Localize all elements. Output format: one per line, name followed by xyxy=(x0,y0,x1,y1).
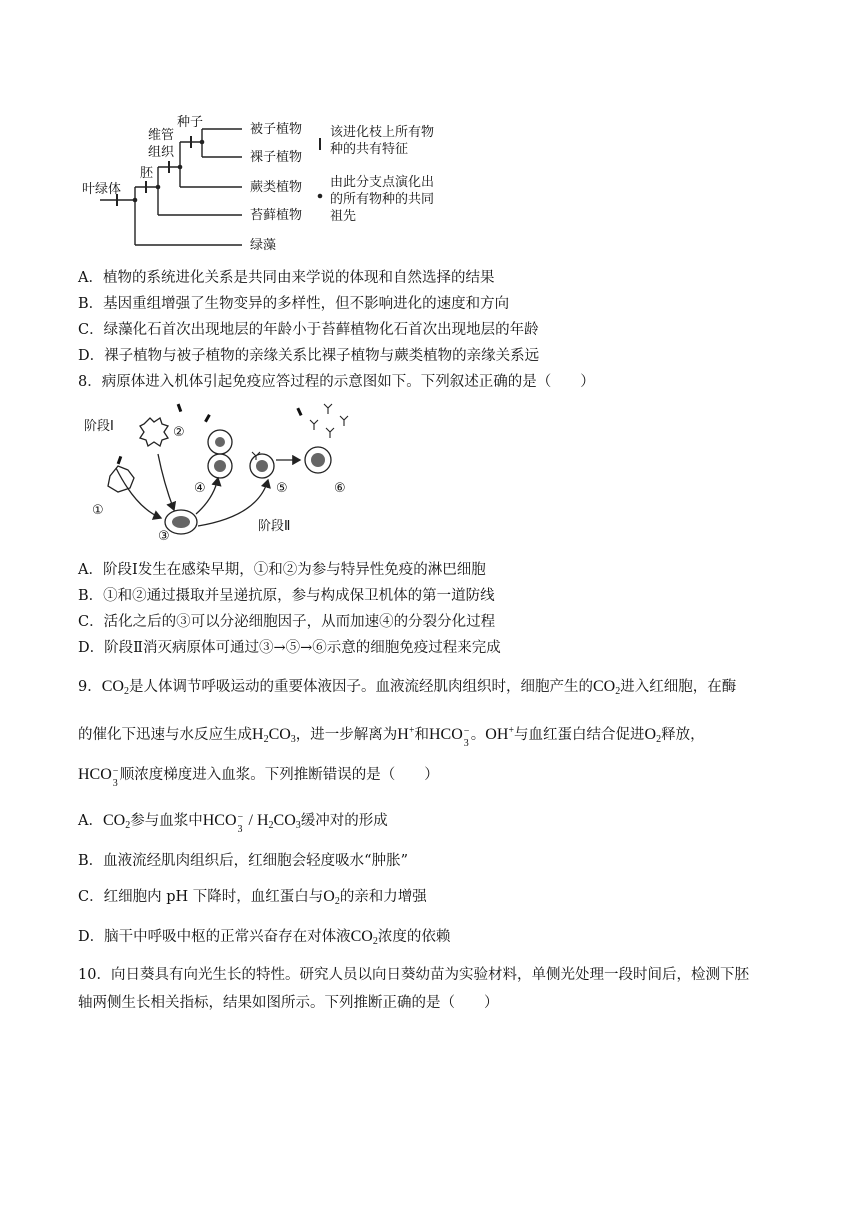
q9-line2: 的催化下迅速与水反应生成$H_2CO_3$，进一步解离为H+和HCO − 3 。OH+与血红蛋白结合促进$O_2$释放， xyxy=(78,725,705,749)
leaf-moss: 苔藓植物 xyxy=(250,208,303,223)
q9-option-c: C．红细胞内 pH 下降时，血红蛋白与$O_2$的亲和力增强 xyxy=(78,888,427,907)
q9-line3: HCO − 3 顺浓度梯度进入血浆。下列推断错误的是（ ） xyxy=(78,766,439,789)
label-vascular-2: 组织 xyxy=(148,145,175,160)
label-chloroplast: 叶绿体 xyxy=(82,182,122,197)
num-4: ④ xyxy=(194,481,206,496)
label-embryo: 胚 xyxy=(140,166,154,181)
leaf-angiosperm: 被子植物 xyxy=(250,122,303,137)
q9-line1: 9．$CO_2$是人体调节呼吸运动的重要体液因子。血液流经肌肉组织时，细胞产生的$CO_2$进入红细胞，在酶 xyxy=(78,678,737,697)
num-5: ⑤ xyxy=(276,481,288,496)
q8-option-d: D．阶段Ⅱ消灭病原体可通过③→⑤→⑥示意的细胞免疫过程来完成 xyxy=(78,640,501,656)
legend-dot-line3: 祖先 xyxy=(330,209,357,224)
num-3: ③ xyxy=(158,529,170,544)
q8-stem: 8．病原体进入机体引起免疫应答过程的示意图如下。下列叙述正确的是（ ） xyxy=(78,374,595,390)
stage-2-label: 阶段Ⅱ xyxy=(258,519,291,534)
q9-option-d: D．脑干中呼吸中枢的正常兴奋存在对体液$CO_2$浓度的依赖 xyxy=(78,928,451,947)
leaf-algae: 绿藻 xyxy=(250,238,277,253)
q7-option-d: D．裸子植物与被子植物的亲缘关系比裸子植物与蕨类植物的亲缘关系远 xyxy=(78,348,540,364)
phylogenetic-tree-figure xyxy=(80,112,460,257)
num-2: ② xyxy=(173,425,185,440)
leaf-gymnosperm: 裸子植物 xyxy=(250,150,303,165)
legend-dot-line1: 由此分支点演化出 xyxy=(330,175,435,190)
q9-option-a: A．$CO_2$参与血浆中HCO − 3 / $H_2CO_3$缓冲对的形成 xyxy=(78,812,388,835)
q10-stem-line2: 轴两侧生长相关指标，结果如图所示。下列推断正确的是（ ） xyxy=(78,995,499,1011)
legend-bar-line2: 种的共有特征 xyxy=(330,142,409,157)
num-6: ⑥ xyxy=(334,481,346,496)
q8-option-a: A．阶段Ⅰ发生在感染早期，①和②为参与特异性免疫的淋巴细胞 xyxy=(78,562,486,578)
q10-stem-line1: 10．向日葵具有向光生长的特性。研究人员以向日葵幼苗为实验材料，单侧光处理一段时间后，检测下胚 xyxy=(78,967,749,983)
immune-response-diagram xyxy=(78,398,368,544)
q7-option-a: A．植物的系统进化关系是共同由来学说的体现和自然选择的结果 xyxy=(78,270,495,286)
legend-bar-line1: 该进化枝上所有物 xyxy=(330,125,435,140)
q8-option-b: B．①和②通过摄取并呈递抗原，参与构成保卫机体的第一道防线 xyxy=(78,588,495,604)
label-seed: 种子 xyxy=(177,115,204,130)
label-vascular-1: 维管 xyxy=(148,128,175,143)
stage-1-label: 阶段Ⅰ xyxy=(84,419,114,434)
legend-dot-line2: 的所有物种的共同 xyxy=(330,192,435,207)
num-1: ① xyxy=(92,503,104,518)
q9-option-b: B．血液流经肌肉组织后，红细胞会轻度吸水“肿胀” xyxy=(78,853,408,869)
q7-option-c: C．绿藻化石首次出现地层的年龄小于苔藓植物化石首次出现地层的年龄 xyxy=(78,322,539,338)
q8-option-c: C．活化之后的③可以分泌细胞因子，从而加速④的分裂分化过程 xyxy=(78,614,496,630)
q7-option-b: B．基因重组增强了生物变异的多样性，但不影响进化的速度和方向 xyxy=(78,296,510,312)
leaf-fern: 蕨类植物 xyxy=(250,180,303,195)
